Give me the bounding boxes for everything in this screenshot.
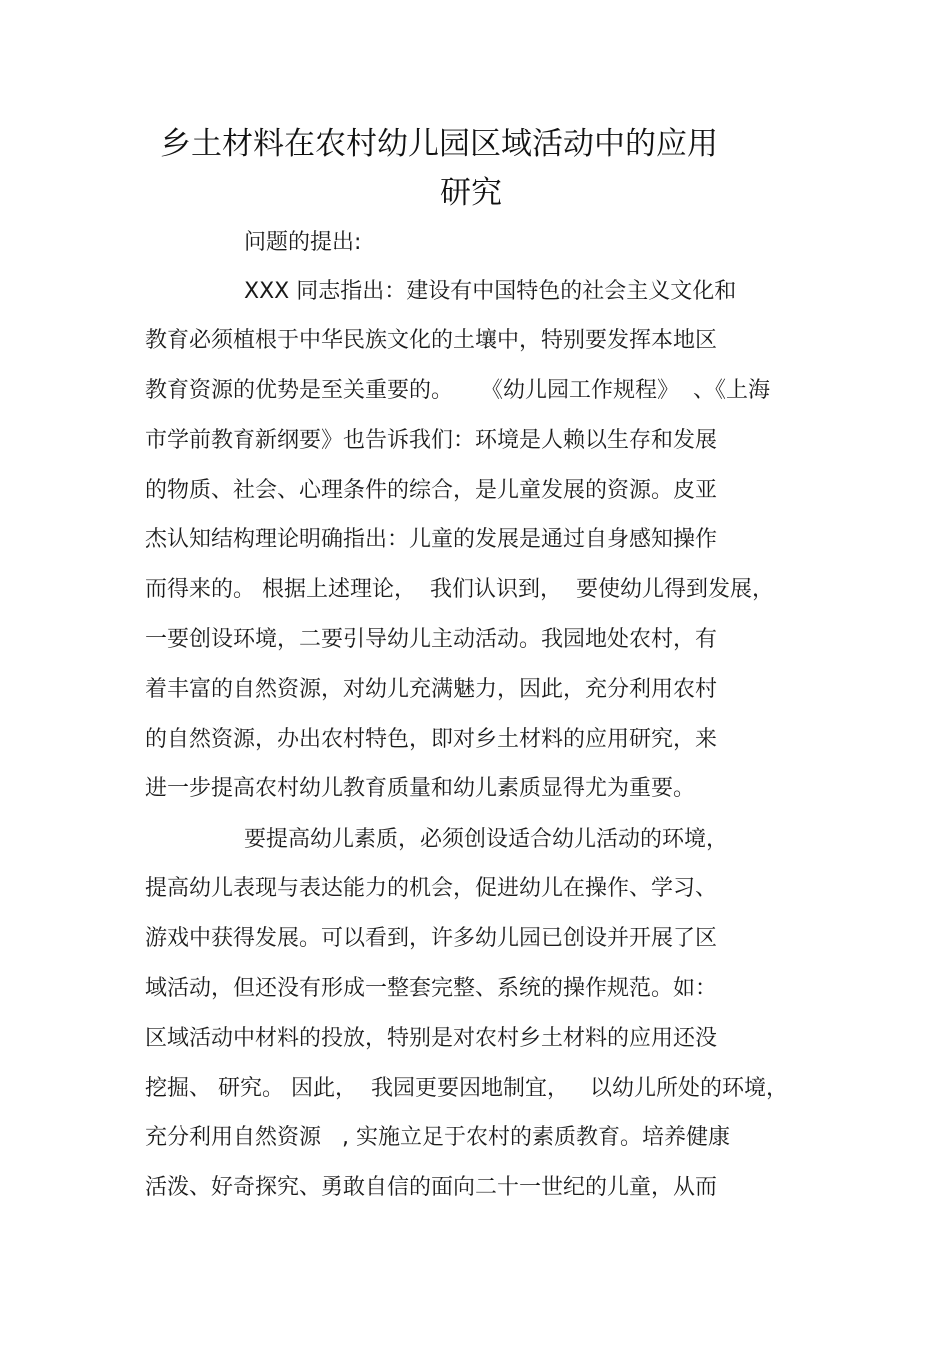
paragraph-2-line: 区域活动中材料的投放，特别是对农村乡土材料的应用还没 [145, 1026, 718, 1051]
paragraph-1-line: 教育资源的优势是至关重要的。 《幼儿园工作规程》 、《上海 [145, 378, 770, 403]
section-heading: 问题的提出: [244, 230, 362, 255]
paragraph-2-line: 充分利用自然资源 , 实施立足于农村的素质教育。培养健康 [145, 1125, 730, 1150]
paragraph-1-line: 教育必须植根于中华民族文化的土壤中，特别要发挥本地区 [145, 328, 718, 353]
paragraph-2-line: 挖掘、 研究。 因此， 我园更要因地制宜， 以幼儿所处的环境， [145, 1076, 788, 1101]
paragraph-2-line: 游戏中获得发展。可以看到，许多幼儿园已创设并开展了区 [145, 926, 718, 951]
paragraph-1-line: XXX 同志指出：建设有中国特色的社会主义文化和 [244, 279, 737, 304]
paragraph-1-line: 进一步提高农村幼儿教育质量和幼儿素质显得尤为重要。 [145, 776, 696, 801]
document-title-line-1: 乡土材料在农村幼儿园区域活动中的应用 [160, 126, 718, 162]
paragraph-2-line: 要提高幼儿素质，必须创设适合幼儿活动的环境， [244, 827, 729, 852]
paragraph-2-line: 活泼、好奇探究、勇敢自信的面向二十一世纪的儿童，从而 [145, 1175, 718, 1200]
paragraph-1-line: 着丰富的自然资源，对幼儿充满魅力，因此，充分利用农村 [145, 677, 718, 702]
document-title-line-2: 研究 [440, 175, 502, 211]
paragraph-1-line: 的自然资源，办出农村特色，即对乡土材料的应用研究，来 [145, 727, 718, 752]
paragraph-1-line: 一要创设环境，二要引导幼儿主动活动。我园地处农村，有 [145, 627, 718, 652]
paragraph-1-line: 而得来的。 根据上述理论， 我们认识到， 要使幼儿得到发展， [145, 577, 774, 602]
paragraph-1-line: 市学前教育新纲要》也告诉我们：环境是人赖以生存和发展 [145, 428, 718, 453]
paragraph-1-line: 的物质、社会、心理条件的综合，是儿童发展的资源。皮亚 [145, 478, 718, 503]
paragraph-1-line: 杰认知结构理论明确指出：儿童的发展是通过自身感知操作 [145, 527, 718, 552]
paragraph-2-line: 提高幼儿表现与表达能力的机会，促进幼儿在操作、学习、 [145, 876, 718, 901]
paragraph-2-line: 域活动，但还没有形成一整套完整、系统的操作规范。如： [145, 976, 718, 1001]
